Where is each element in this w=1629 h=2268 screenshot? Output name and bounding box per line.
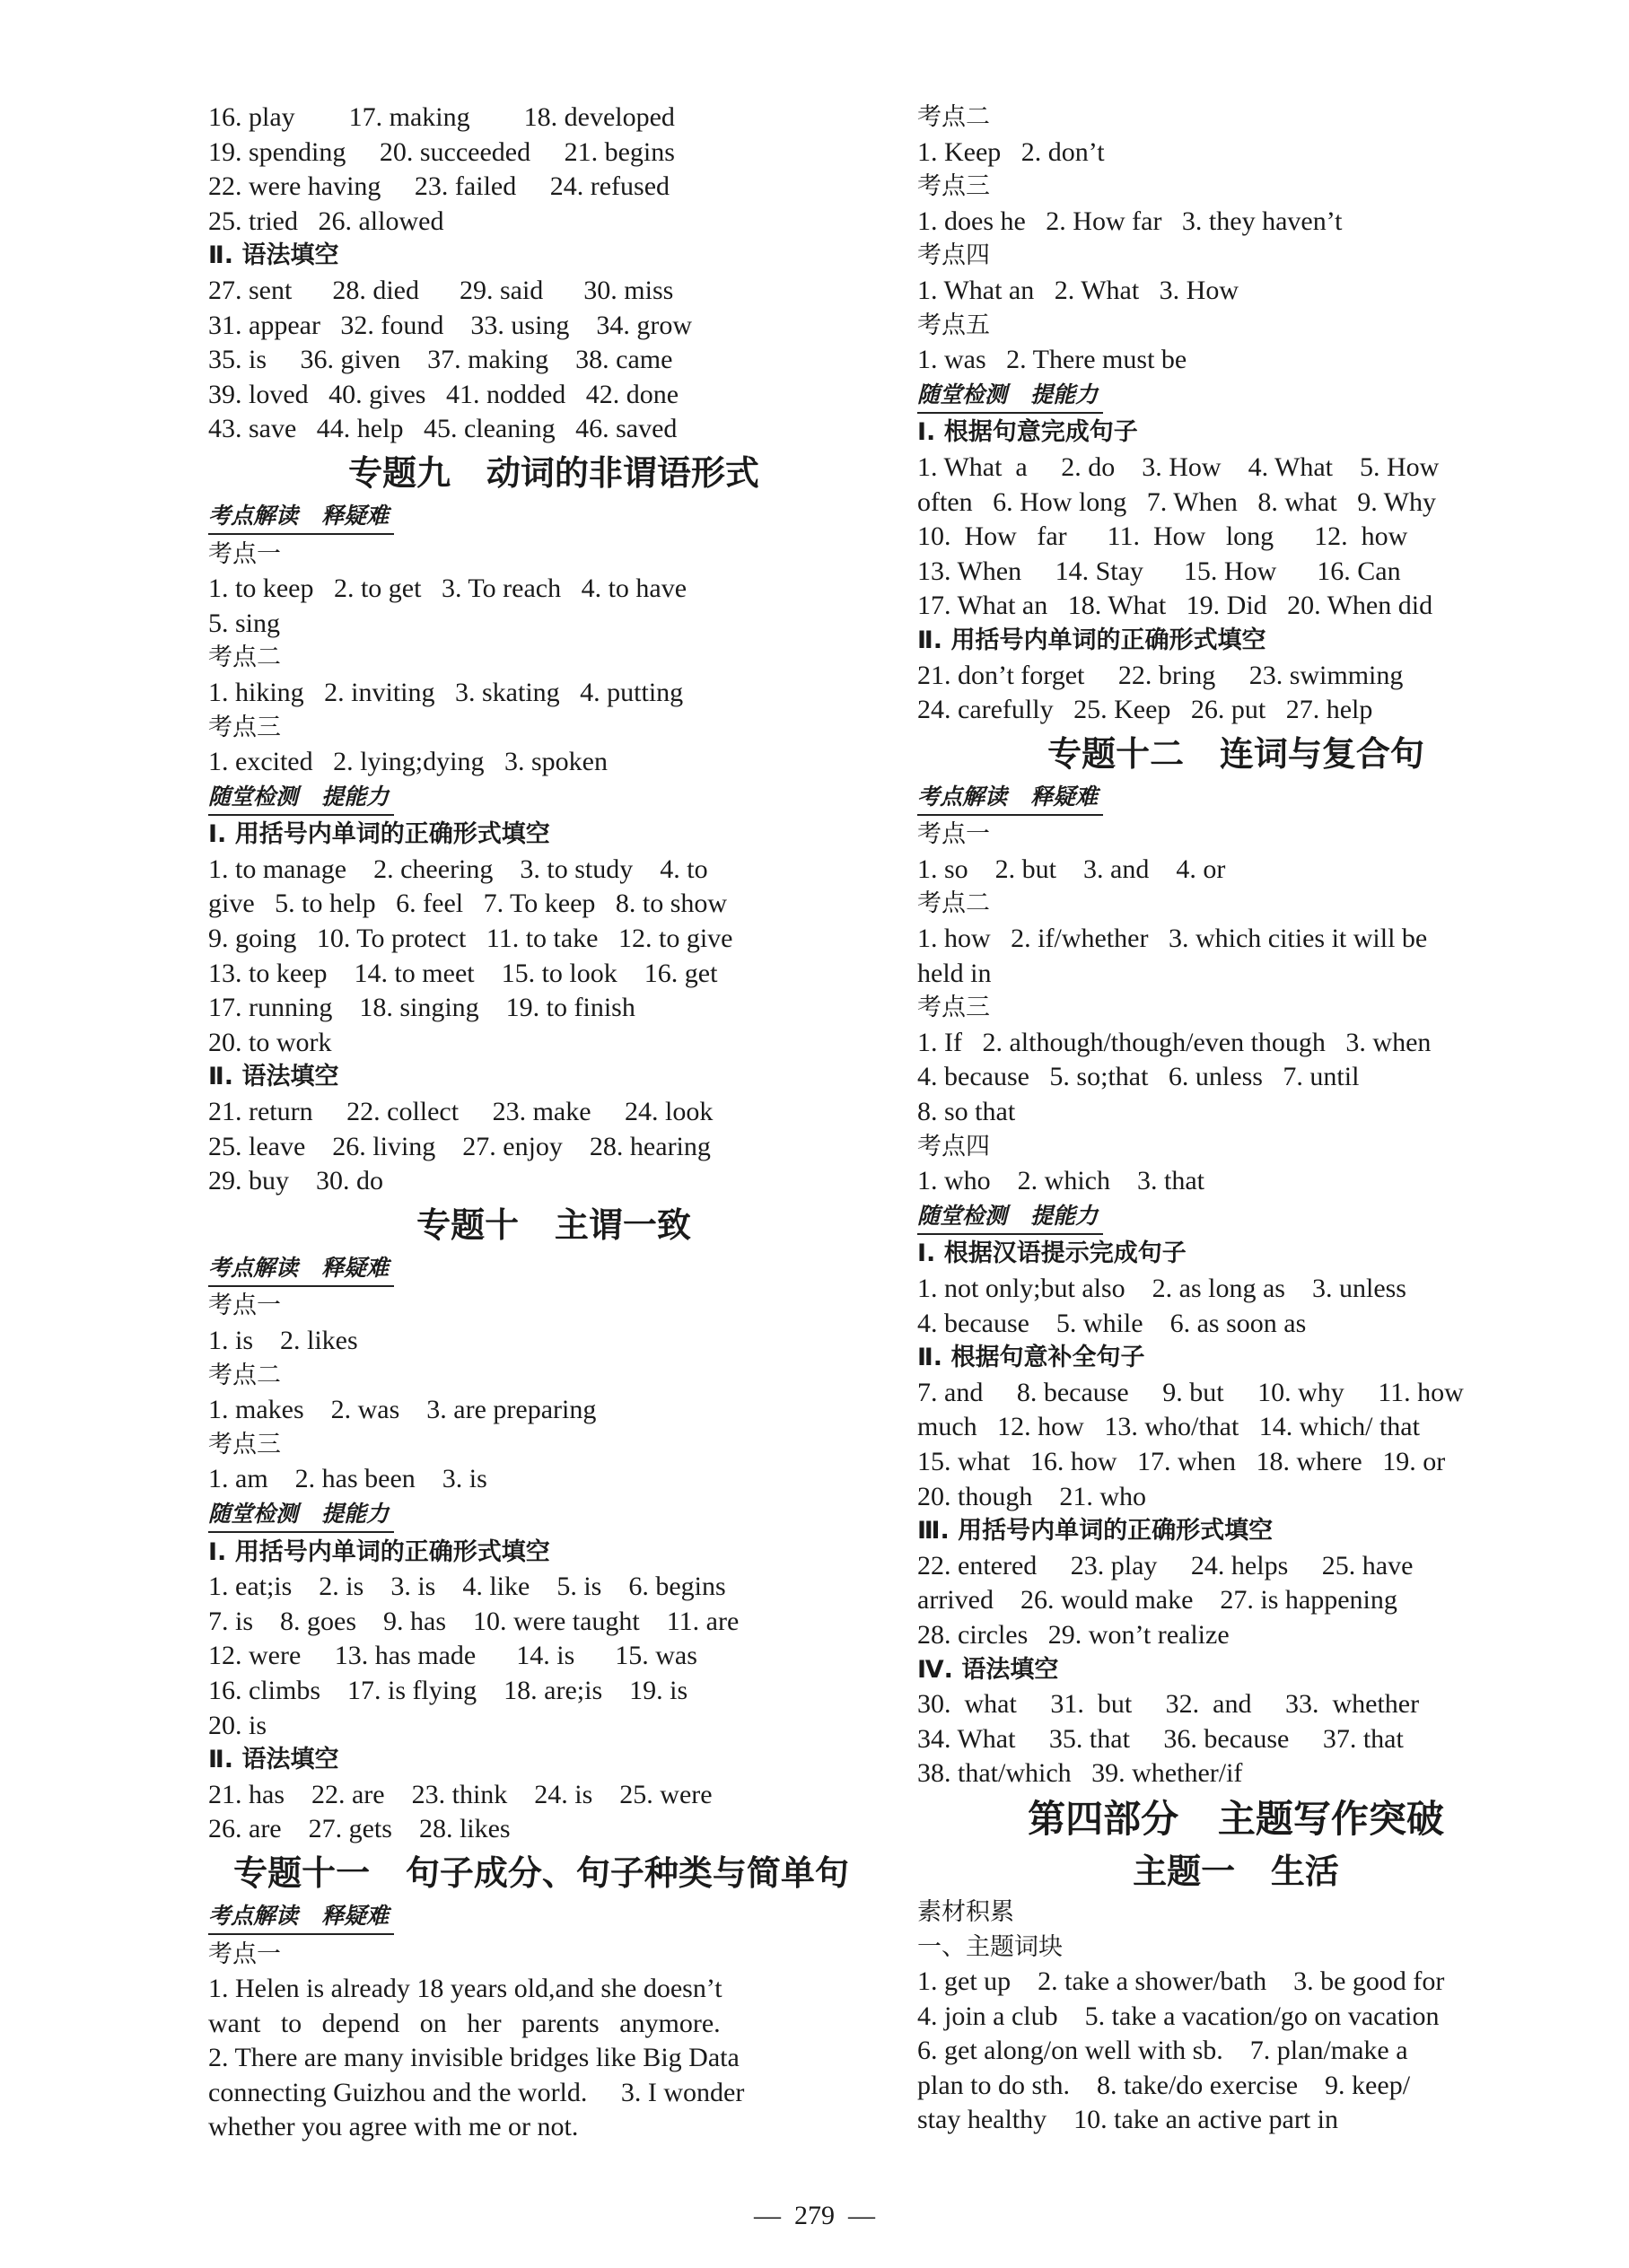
- section-subheading: [208, 1251, 899, 1290]
- answer-line: 26. are 27. gets 28. likes: [208, 1814, 511, 1844]
- answer-line: 1. hiking 2. inviting 3. skating 4. putting: [208, 677, 684, 707]
- right-column: [917, 101, 1555, 2138]
- answer-line: 1. to keep 2. to get 3. To reach 4. to have: [208, 574, 688, 604]
- exercise-heading: Ⅱ. 语法填空: [208, 1063, 339, 1091]
- answer-line: 29. buy 30. do: [208, 1166, 383, 1196]
- answer-line: 1. excited 2. lying;dying 3. spoken: [208, 747, 608, 777]
- answer-line: 1. to manage 2. cheering 3. to study 4. to: [208, 854, 708, 884]
- page-number: — 279 —: [754, 2201, 875, 2230]
- section-subheading: [208, 499, 899, 538]
- answer-line: 1. get up 2. take a shower/bath 3. be good for: [917, 1966, 1445, 1997]
- answer-line: 21. return 22. collect 23. make 24. look: [208, 1097, 714, 1127]
- answer-line: 1. Helen is already 18 years old,and she doesn’t: [208, 1974, 723, 2004]
- answer-line: 25. leave 26. living 27. enjoy 28. hearing: [208, 1131, 711, 1161]
- section-subheading-text: 随堂检测 提能力: [917, 1199, 1103, 1235]
- answer-line: 8. so that: [917, 1097, 1016, 1127]
- point-label: 一、主题词块: [917, 1932, 1063, 1961]
- answer-line: 24. carefully 25. Keep 26. put 27. help: [917, 695, 1373, 725]
- topic-title: 专题十一 句子成分、句子种类与简单句: [233, 1852, 849, 1893]
- answer-line: 7. is 8. goes 9. has 10. were taught 11. are: [208, 1606, 740, 1636]
- section-subheading: [917, 1199, 1555, 1238]
- exercise-heading: Ⅲ. 用括号内单词的正确形式填空: [917, 1517, 1274, 1546]
- answer-line: 34. What 35. that 36. because 37. that: [917, 1723, 1404, 1754]
- point-label: 考点五: [917, 311, 990, 339]
- answer-line: 9. going 10. To protect 11. to take 12. to give: [208, 924, 733, 954]
- answer-line: 20. is: [208, 1710, 267, 1740]
- answer-line: 21. don’t forget 22. bring 23. swimming: [917, 660, 1404, 690]
- answer-line: often 6. How long 7. When 8. what 9. Why: [917, 486, 1436, 517]
- answer-line: 1. how 2. if/whether 3. which cities it will be: [917, 924, 1428, 954]
- answer-line: 13. When 14. Stay 15. How 16. Can: [917, 556, 1401, 586]
- point-label: 考点二: [917, 889, 990, 918]
- section-subheading-text: 考点解读 释疑难: [208, 1899, 394, 1935]
- exercise-heading: Ⅰ. 根据句意完成句子: [917, 418, 1138, 447]
- answer-line: 38. that/which 39. whether/if: [917, 1758, 1243, 1789]
- answer-line: 1. does he 2. How far 3. they haven’t: [917, 206, 1343, 236]
- answer-line: 1. am 2. has been 3. is: [208, 1464, 487, 1494]
- answer-line: 19. spending 20. succeeded 21. begins: [208, 136, 675, 167]
- answer-line: 1. eat;is 2. is 3. is 4. like 5. is 6. begins: [208, 1572, 726, 1602]
- exercise-heading: Ⅰ. 根据汉语提示完成句子: [917, 1239, 1187, 1268]
- section-subheading-text: 考点解读 释疑难: [208, 1251, 394, 1287]
- section-subheading-text: 随堂检测 提能力: [917, 378, 1103, 414]
- answer-line: 31. appear 32. found 33. using 34. grow: [208, 310, 693, 340]
- point-label: 考点四: [917, 241, 990, 270]
- left-column: [208, 101, 899, 2145]
- answer-line: 39. loved 40. gives 41. nodded 42. done: [208, 379, 679, 409]
- answer-line: 1. who 2. which 3. that: [917, 1166, 1204, 1196]
- answer-line: 21. has 22. are 23. think 24. is 25. were: [208, 1779, 713, 1809]
- exercise-heading: Ⅰ. 用括号内单词的正确形式填空: [208, 820, 550, 849]
- section-subheading-text: 考点解读 释疑难: [917, 780, 1103, 816]
- section-subheading: [917, 378, 1555, 416]
- point-label: 素材积累: [917, 1897, 1014, 1926]
- section-subheading: [208, 1899, 899, 1938]
- answer-line: stay healthy 10. take an active part in: [917, 2105, 1338, 2135]
- answer-line: 20. though 21. who: [917, 1481, 1146, 1511]
- answer-line: 43. save 44. help 45. cleaning 46. saved: [208, 414, 678, 444]
- answer-line: 1. was 2. There must be: [917, 345, 1187, 375]
- section-subheading: [208, 1497, 899, 1536]
- point-label: 考点三: [208, 1430, 281, 1458]
- answer-line: 17. running 18. singing 19. to finish: [208, 993, 635, 1023]
- point-label: 考点一: [208, 539, 281, 568]
- section-subheading-text: 随堂检测 提能力: [208, 780, 394, 816]
- answer-line: 35. is 36. given 37. making 38. came: [208, 345, 673, 375]
- point-label: 考点二: [208, 644, 281, 672]
- answer-line: 16. climbs 17. is flying 18. are;is 19. is: [208, 1675, 688, 1705]
- answer-line: plan to do sth. 8. take/do exercise 9. keep/: [917, 2070, 1411, 2100]
- exercise-heading: Ⅱ. 根据句意补全句子: [917, 1344, 1145, 1372]
- part-title: 第四部分 主题写作突破: [1028, 1796, 1444, 1841]
- topic-title: 专题九 动词的非谓语形式: [348, 452, 759, 493]
- exercise-heading: Ⅱ. 用括号内单词的正确形式填空: [917, 626, 1266, 654]
- answer-line: 15. what 16. how 17. when 18. where 19. or: [917, 1446, 1446, 1476]
- point-label: 考点二: [208, 1361, 281, 1389]
- answer-line: 1. What a 2. do 3. How 4. What 5. How: [917, 451, 1440, 482]
- answer-line: 27. sent 28. died 29. said 30. miss: [208, 275, 674, 305]
- point-label: 考点一: [917, 820, 990, 849]
- answer-line: held in: [917, 958, 992, 988]
- answer-line: 13. to keep 14. to meet 15. to look 16. get: [208, 958, 718, 988]
- answer-line: 1. makes 2. was 3. are preparing: [208, 1395, 597, 1425]
- point-label: 考点二: [917, 103, 990, 131]
- answer-line: 20. to work: [208, 1027, 332, 1057]
- answer-line: much 12. how 13. who/that 14. which/ that: [917, 1412, 1420, 1442]
- point-label: 考点四: [917, 1132, 990, 1160]
- exercise-heading: Ⅱ. 语法填空: [208, 241, 339, 270]
- exercise-heading: Ⅳ. 语法填空: [917, 1655, 1059, 1684]
- answer-line: 1. What an 2. What 3. How: [917, 275, 1239, 305]
- section-subheading: [208, 780, 899, 819]
- answer-line: 2. There are many invisible bridges like Big Data: [208, 2043, 740, 2073]
- section-subheading-text: 随堂检测 提能力: [208, 1497, 394, 1533]
- theme-title: 主题一 生活: [1133, 1851, 1339, 1891]
- point-label: 考点一: [208, 1940, 281, 1968]
- answer-line: 10. How far 11. How long 12. how: [917, 521, 1408, 552]
- answer-line: 6. get along/on well with sb. 7. plan/make a: [917, 2036, 1408, 2066]
- point-label: 考点三: [208, 713, 281, 741]
- section-subheading: [917, 780, 1555, 819]
- answer-line: 4. because 5. so;that 6. unless 7. until: [917, 1062, 1360, 1092]
- answer-line: 4. because 5. while 6. as soon as: [917, 1308, 1307, 1338]
- answer-line: 22. were having 23. failed 24. refused: [208, 171, 670, 202]
- topic-title: 专题十二 连词与复合句: [1047, 733, 1424, 774]
- point-label: 考点三: [917, 994, 990, 1022]
- answer-line: 28. circles 29. won’t realize: [917, 1619, 1230, 1650]
- answer-line: 1. not only;but also 2. as long as 3. unless: [917, 1274, 1406, 1303]
- answer-line: want to depend on her parents anymore.: [208, 2008, 721, 2038]
- answer-line: arrived 26. would make 27. is happening: [917, 1585, 1397, 1616]
- answer-line: 1. is 2. likes: [208, 1326, 358, 1355]
- answer-line: 1. If 2. although/though/even though 3. when: [917, 1027, 1432, 1057]
- answer-line: 16. play 17. making 18. developed: [208, 102, 675, 132]
- exercise-heading: Ⅱ. 语法填空: [208, 1746, 339, 1774]
- answer-line: 17. What an 18. What 19. Did 20. When did: [917, 591, 1433, 621]
- answer-line: connecting Guizhou and the world. 3. I wonder: [208, 2077, 745, 2107]
- answer-line: 4. join a club 5. take a vacation/go on vacation: [917, 2001, 1440, 2031]
- answer-line: give 5. to help 6. feel 7. To keep 8. to show: [208, 889, 728, 919]
- answer-line: 5. sing: [208, 608, 281, 638]
- answer-line: 1. so 2. but 3. and 4. or: [917, 854, 1226, 884]
- answer-line: 22. entered 23. play 24. helps 25. have: [917, 1550, 1414, 1581]
- answer-line: 7. and 8. because 9. but 10. why 11. how: [917, 1377, 1464, 1407]
- answer-line: 12. were 13. has made 14. is 15. was: [208, 1641, 697, 1671]
- answer-line: 25. tried 26. allowed: [208, 206, 444, 236]
- point-label: 考点一: [208, 1292, 281, 1320]
- point-label: 考点三: [917, 172, 990, 201]
- answer-line: 1. Keep 2. don’t: [917, 136, 1105, 167]
- exercise-heading: Ⅰ. 用括号内单词的正确形式填空: [208, 1537, 550, 1566]
- topic-title: 专题十 主谓一致: [416, 1204, 691, 1245]
- section-subheading-text: 考点解读 释疑难: [208, 499, 394, 535]
- answer-line: 30. what 31. but 32. and 33. whether: [917, 1689, 1420, 1720]
- answer-line: whether you agree with me or not.: [208, 2112, 579, 2142]
